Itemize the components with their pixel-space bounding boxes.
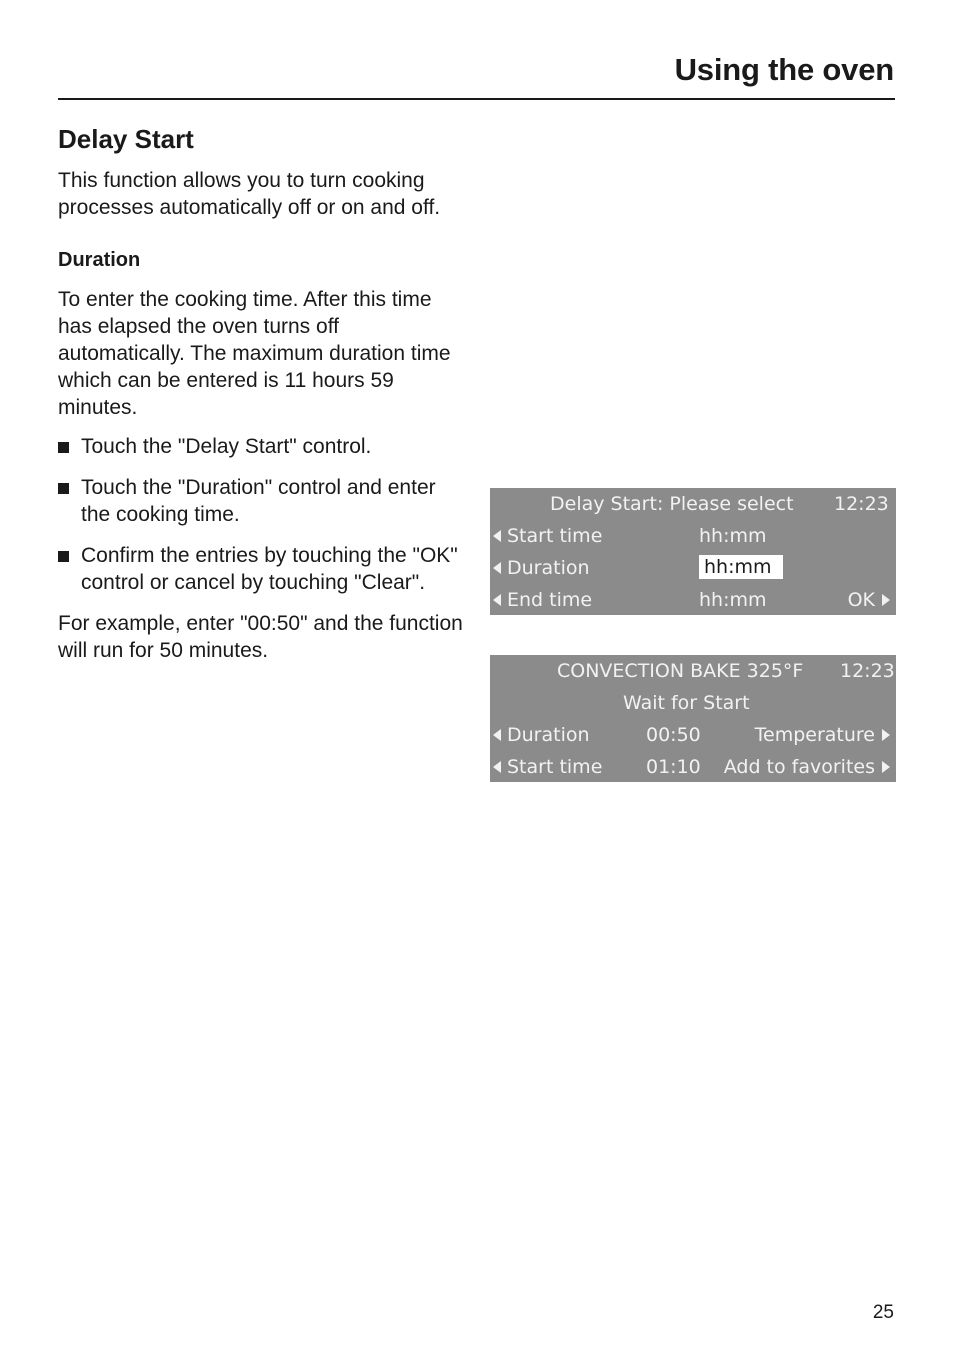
display-clock: 12:23 <box>840 660 895 682</box>
content-column <box>58 124 468 664</box>
section-title: Delay Start <box>58 124 194 154</box>
display-status-row <box>490 687 896 719</box>
bullet-square-icon <box>58 442 69 453</box>
display-clock: 12:23 <box>834 493 889 515</box>
arrow-left-icon <box>493 761 501 773</box>
step-item <box>58 474 468 528</box>
display-status: Wait for Start <box>623 692 750 714</box>
row-value: hh:mm <box>699 589 767 611</box>
arrow-right-icon <box>882 761 890 773</box>
favorites-label: Add to favorites <box>723 756 875 778</box>
duration-input-field[interactable]: hh:mm <box>699 555 783 579</box>
temperature-control[interactable] <box>755 719 890 751</box>
arrow-left-icon <box>493 530 501 542</box>
temperature-label: Temperature <box>754 724 875 746</box>
row-label: End time <box>507 589 593 611</box>
display-header-row <box>490 655 896 687</box>
row-value: 01:10 <box>646 756 701 778</box>
arrow-right-icon <box>882 594 890 606</box>
page-header-title: Using the oven <box>674 52 894 87</box>
row-label: Duration <box>507 557 590 579</box>
display-title: CONVECTION BAKE 325°F <box>557 660 804 682</box>
ok-control[interactable] <box>848 584 890 616</box>
display-row-start-time[interactable] <box>490 520 896 552</box>
step-text: Touch the "Duration" control and enter the cooking time. <box>81 476 436 526</box>
arrow-left-icon <box>493 594 501 606</box>
subsection-title: Duration <box>58 249 141 271</box>
display-title: Delay Start: Please select <box>550 493 794 515</box>
arrow-left-icon <box>493 562 501 574</box>
step-item <box>58 433 468 460</box>
row-label: Start time <box>507 525 603 547</box>
ok-label: OK <box>847 589 875 611</box>
row-value: hh:mm <box>699 525 767 547</box>
example-paragraph: For example, enter "00:50" and the function will run for 50 minutes. <box>58 612 463 662</box>
step-text: Confirm the entries by touching the "OK" control or cancel by touching "Clear". <box>81 544 458 594</box>
add-to-favorites-control[interactable] <box>724 751 890 783</box>
row-label: Duration <box>507 724 590 746</box>
oven-display-delay-start <box>490 488 896 615</box>
bullet-square-icon <box>58 551 69 562</box>
duration-description: To enter the cooking time. After this time has elapsed the oven turns off automatically. The maximum duration time which can be entered is 11 hours 59 minutes. <box>58 288 451 419</box>
oven-display-convection <box>490 655 896 782</box>
arrow-right-icon <box>882 729 890 741</box>
step-list <box>58 433 468 596</box>
step-item <box>58 542 468 596</box>
page-number: 25 <box>872 1302 894 1323</box>
row-value: 00:50 <box>646 724 701 746</box>
header-divider <box>58 98 895 100</box>
display-row-start-time[interactable] <box>490 751 896 783</box>
row-label: Start time <box>507 756 603 778</box>
display-header-row <box>490 488 896 520</box>
intro-paragraph: This function allows you to turn cooking processes automatically off or on and off. <box>58 169 441 219</box>
display-row-duration[interactable] <box>490 719 896 751</box>
bullet-square-icon <box>58 483 69 494</box>
arrow-left-icon <box>493 729 501 741</box>
display-row-duration[interactable] <box>490 552 896 584</box>
step-text: Touch the "Delay Start" control. <box>81 435 372 458</box>
display-row-end-time[interactable] <box>490 584 896 616</box>
